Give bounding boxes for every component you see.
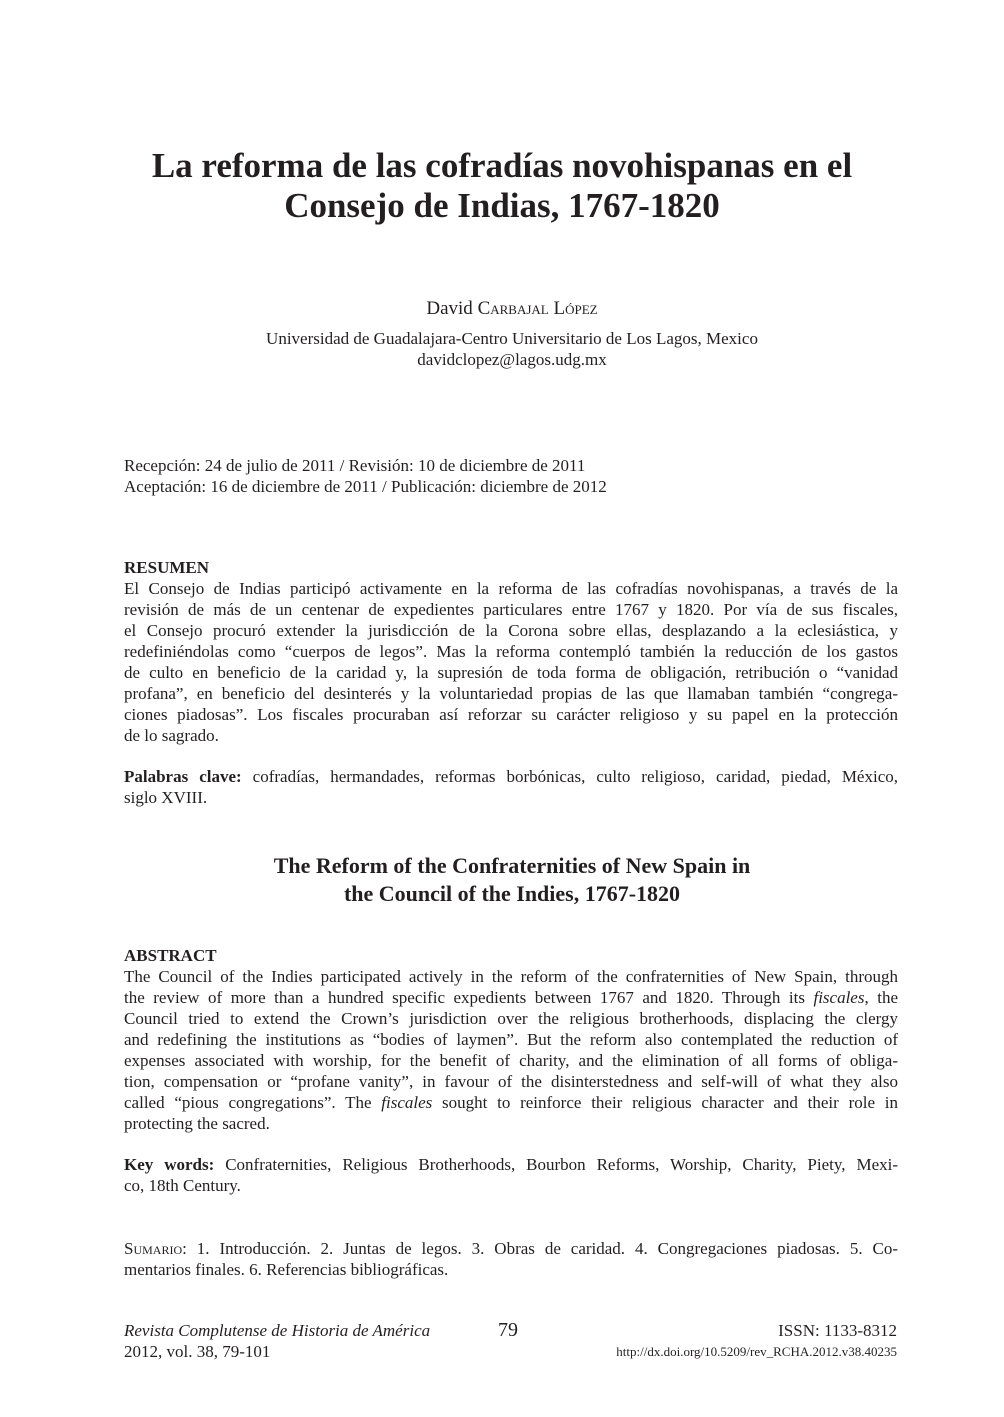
key-words-label: Key words: (124, 1155, 215, 1174)
abstract-heading: ABSTRACT (124, 946, 217, 965)
issn: ISSN: 1133-8312 (778, 1321, 897, 1340)
resumen-line: redefiniéndolas como “cuerpos de legos”. Mas la reforma contempló también la reducción de los gastos (124, 642, 898, 661)
english-title (0, 852, 1004, 908)
author-affiliation-block (0, 328, 1004, 370)
palabras-clave-text-2: siglo XVIII. (124, 788, 208, 807)
resumen-body (124, 578, 898, 746)
palabras-clave-label: Palabras clave: (124, 767, 242, 786)
author-affiliation: Universidad de Guadalajara-Centro Universitario de Los Lagos, Mexico (266, 329, 758, 348)
abstract-line-part: , the (864, 988, 898, 1007)
abstract-line: tion, compensation or “profane vanity”, in favour of the disinterstedness and self-will of what they also (124, 1072, 898, 1091)
abstract-line-part: sought to reinforce their religious character and their role in (432, 1093, 898, 1112)
abstract-body (124, 966, 898, 1134)
resumen-line: ciones piadosas”. Los fiscales procuraban así reforzar su carácter religioso y su papel en la protección (124, 705, 898, 724)
sumario-text-2: mentarios finales. 6. Referencias bibliográficas. (124, 1260, 449, 1279)
abstract-line: and redefining the institutions as “bodies of laymen”. But the reform also contemplated the reduction of (124, 1030, 898, 1049)
english-title-line-2: the Council of the Indies, 1767-1820 (343, 881, 681, 906)
abstract-line-part: the review of more than a hundred specific expedients between 1767 and 1820. Through its (124, 988, 814, 1007)
key-words (124, 1154, 898, 1196)
doi-link[interactable]: http://dx.doi.org/10.5209/rev_RCHA.2012.v38.40235 (616, 1344, 897, 1359)
sumario-label: Sumario: (124, 1239, 187, 1258)
resumen-line: profana”, en beneficio del desinterés y la voluntariedad propias de las que llamaban también “congrega- (124, 684, 898, 703)
author-email[interactable]: davidclopez@lagos.udg.mx (417, 350, 607, 369)
palabras-clave (124, 766, 898, 808)
publication-dates (124, 455, 607, 497)
resumen-line: de culto en beneficio de la caridad y, la supresión de toda forma de obligación, retribución o “vanidad (124, 663, 898, 682)
page-number: 79 (498, 1319, 518, 1341)
key-words-text-2: co, 18th Century. (124, 1176, 241, 1195)
resumen-heading: RESUMEN (124, 558, 210, 577)
author-given-name: David (426, 298, 473, 319)
author-surname: Carbajal López (477, 298, 598, 319)
english-title-line-1: The Reform of the Confraternities of New Spain in (273, 853, 751, 878)
resumen-line: El Consejo de Indias participó activamente en la reforma de las cofradías novohispanas, a través de la (124, 579, 898, 598)
journal-name: Revista Complutense de Historia de América (124, 1321, 431, 1340)
abstract-line: The Council of the Indies participated actively in the reform of the confraternities of New Spain, through (124, 967, 898, 986)
resumen-line: de lo sagrado. (124, 726, 219, 745)
sumario (124, 1238, 898, 1280)
article-title-line-2: Consejo de Indias, 1767-1820 (284, 186, 720, 225)
abstract-italic-term: fiscales (381, 1093, 433, 1112)
sumario-text: 1. Introducción. 2. Juntas de legos. 3. Obras de caridad. 4. Congregaciones piadosas. 5. Co- (186, 1239, 898, 1258)
key-words-text: Confraternities, Religious Brotherhoods, Bourbon Reforms, Worship, Charity, Piety, Mexi- (214, 1155, 898, 1174)
abstract-line: Council tried to extend the Crown’s jurisdiction over the religious brotherhoods, displacing the clergy (124, 1009, 898, 1028)
abstract-italic-term: fiscales (813, 988, 865, 1007)
dates-line-1: Recepción: 24 de julio de 2011 / Revisión: 10 de diciembre de 2011 (124, 456, 586, 475)
abstract-line: protecting the sacred. (124, 1114, 270, 1133)
article-title (0, 146, 1004, 226)
dates-line-2: Aceptación: 16 de diciembre de 2011 / Publicación: diciembre de 2012 (124, 477, 607, 496)
palabras-clave-text: cofradías, hermandades, reformas borbónicas, culto religioso, caridad, piedad, México, (241, 767, 898, 786)
resumen-line: revisión de más de un centenar de expedientes particulares entre 1767 y 1820. Por vía de sus fiscales, (124, 600, 898, 619)
resumen-line: el Consejo procuró extender la jurisdicción de la Corona sobre ellas, desplazando a la eclesiástica, y (124, 621, 898, 640)
journal-citation (124, 1320, 430, 1362)
abstract-line-part: called “pious congregations”. The (124, 1093, 382, 1112)
article-title-line-1: La reforma de las cofradías novohispanas en el (151, 146, 853, 185)
abstract-line: expenses associated with worship, for the benefit of charity, and the elimination of all forms of obliga- (124, 1051, 898, 1070)
author-name (0, 297, 1004, 321)
journal-volume: 2012, vol. 38, 79-101 (124, 1342, 271, 1361)
